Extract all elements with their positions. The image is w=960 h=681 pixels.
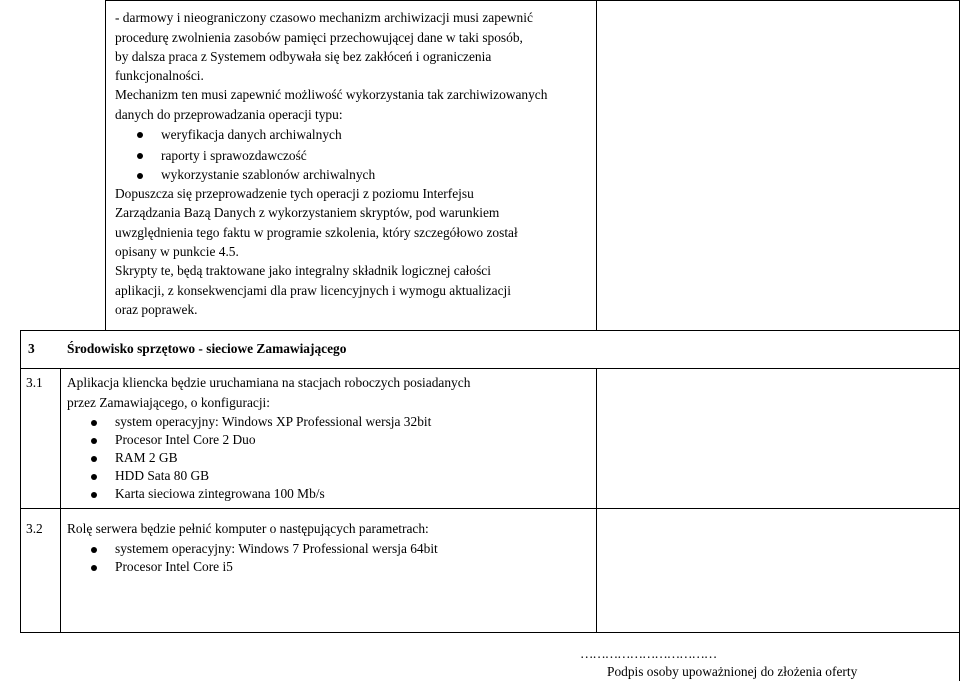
bullet-icon xyxy=(137,132,143,138)
top-text-line: Skrypty te, będą traktowane jako integralny składnik logicznej całości xyxy=(115,263,491,278)
top-text-line: danych do przeprowadzania operacji typu: xyxy=(115,107,343,122)
number-column-divider xyxy=(60,368,61,633)
bullet-icon xyxy=(137,173,143,179)
column-divider-upper xyxy=(596,0,597,330)
top-text-line: oraz poprawek. xyxy=(115,302,198,317)
top-text-line: uwzględnienia tego faktu w programie szkolenia, który szczegółowo został xyxy=(115,225,518,240)
row-text-line: Rolę serwera będzie pełnić komputer o następujących parametrach: xyxy=(67,521,429,536)
table-border-top xyxy=(105,0,960,1)
bullet-icon xyxy=(91,438,97,444)
row-divider-section3-top xyxy=(20,330,960,331)
section-title: Środowisko sprzętowo - sieciowe Zamawiającego xyxy=(67,341,347,356)
row-divider-32 xyxy=(20,508,960,509)
column-divider-lower xyxy=(596,368,597,633)
row-number: 3.2 xyxy=(26,521,43,536)
signature-label: Podpis osoby upoważnionej do złożenia oferty xyxy=(607,664,858,679)
top-text-line: - darmowy i nieograniczony czasowo mechanizm archiwizacji musi zapewnić xyxy=(115,10,533,25)
bullet-icon xyxy=(91,456,97,462)
signature-dots: …………………………… xyxy=(580,646,717,661)
list-item: raporty i sprawozdawczość xyxy=(161,148,307,163)
top-text-line: opisany w punkcie 4.5. xyxy=(115,244,239,259)
table-border-bottom xyxy=(20,632,960,633)
top-text-line: procedurę zwolnienia zasobów pamięci przechowującej dane w taki sposób, xyxy=(115,30,523,45)
bullet-icon xyxy=(91,420,97,426)
list-item: systemem operacyjny: Windows 7 Professional wersja 64bit xyxy=(115,541,438,556)
top-text-line: Dopuszcza się przeprowadzenie tych operacji z poziomu Interfejsu xyxy=(115,186,474,201)
list-item: weryfikacja danych archiwalnych xyxy=(161,127,342,142)
table-border-left-lower xyxy=(20,330,21,633)
bullet-icon xyxy=(91,565,97,571)
bullet-icon xyxy=(137,153,143,159)
section-number: 3 xyxy=(28,341,35,356)
bullet-icon xyxy=(91,492,97,498)
table-border-left-upper xyxy=(105,0,106,330)
row-number: 3.1 xyxy=(26,375,43,390)
top-text-line: aplikacji, z konsekwencjami dla praw licencyjnych i wymogu aktualizacji xyxy=(115,283,511,298)
list-item: system operacyjny: Windows XP Professional wersja 32bit xyxy=(115,414,432,429)
row-divider-section3-bottom xyxy=(20,368,960,369)
list-item: Karta sieciowa zintegrowana 100 Mb/s xyxy=(115,486,325,501)
row-text-line: przez Zamawiającego, o konfiguracji: xyxy=(67,395,270,410)
list-item: Procesor Intel Core 2 Duo xyxy=(115,432,256,447)
list-item: Procesor Intel Core i5 xyxy=(115,559,233,574)
list-item: HDD Sata 80 GB xyxy=(115,468,210,483)
list-item: RAM 2 GB xyxy=(115,450,178,465)
list-item: wykorzystanie szablonów archiwalnych xyxy=(161,167,376,182)
row-text-line: Aplikacja kliencka będzie uruchamiana na stacjach roboczych posiadanych xyxy=(67,375,471,390)
top-text-line: Mechanizm ten musi zapewnić możliwość wykorzystania tak zarchiwizowanych xyxy=(115,87,548,102)
bullet-icon xyxy=(91,474,97,480)
top-text-line: Zarządzania Bazą Danych z wykorzystaniem skryptów, pod warunkiem xyxy=(115,205,500,220)
top-text-line: by dalsza praca z Systemem odbywała się bez zakłóceń i ograniczenia xyxy=(115,49,492,64)
top-text-line: funkcjonalności. xyxy=(115,68,204,83)
bullet-icon xyxy=(91,547,97,553)
